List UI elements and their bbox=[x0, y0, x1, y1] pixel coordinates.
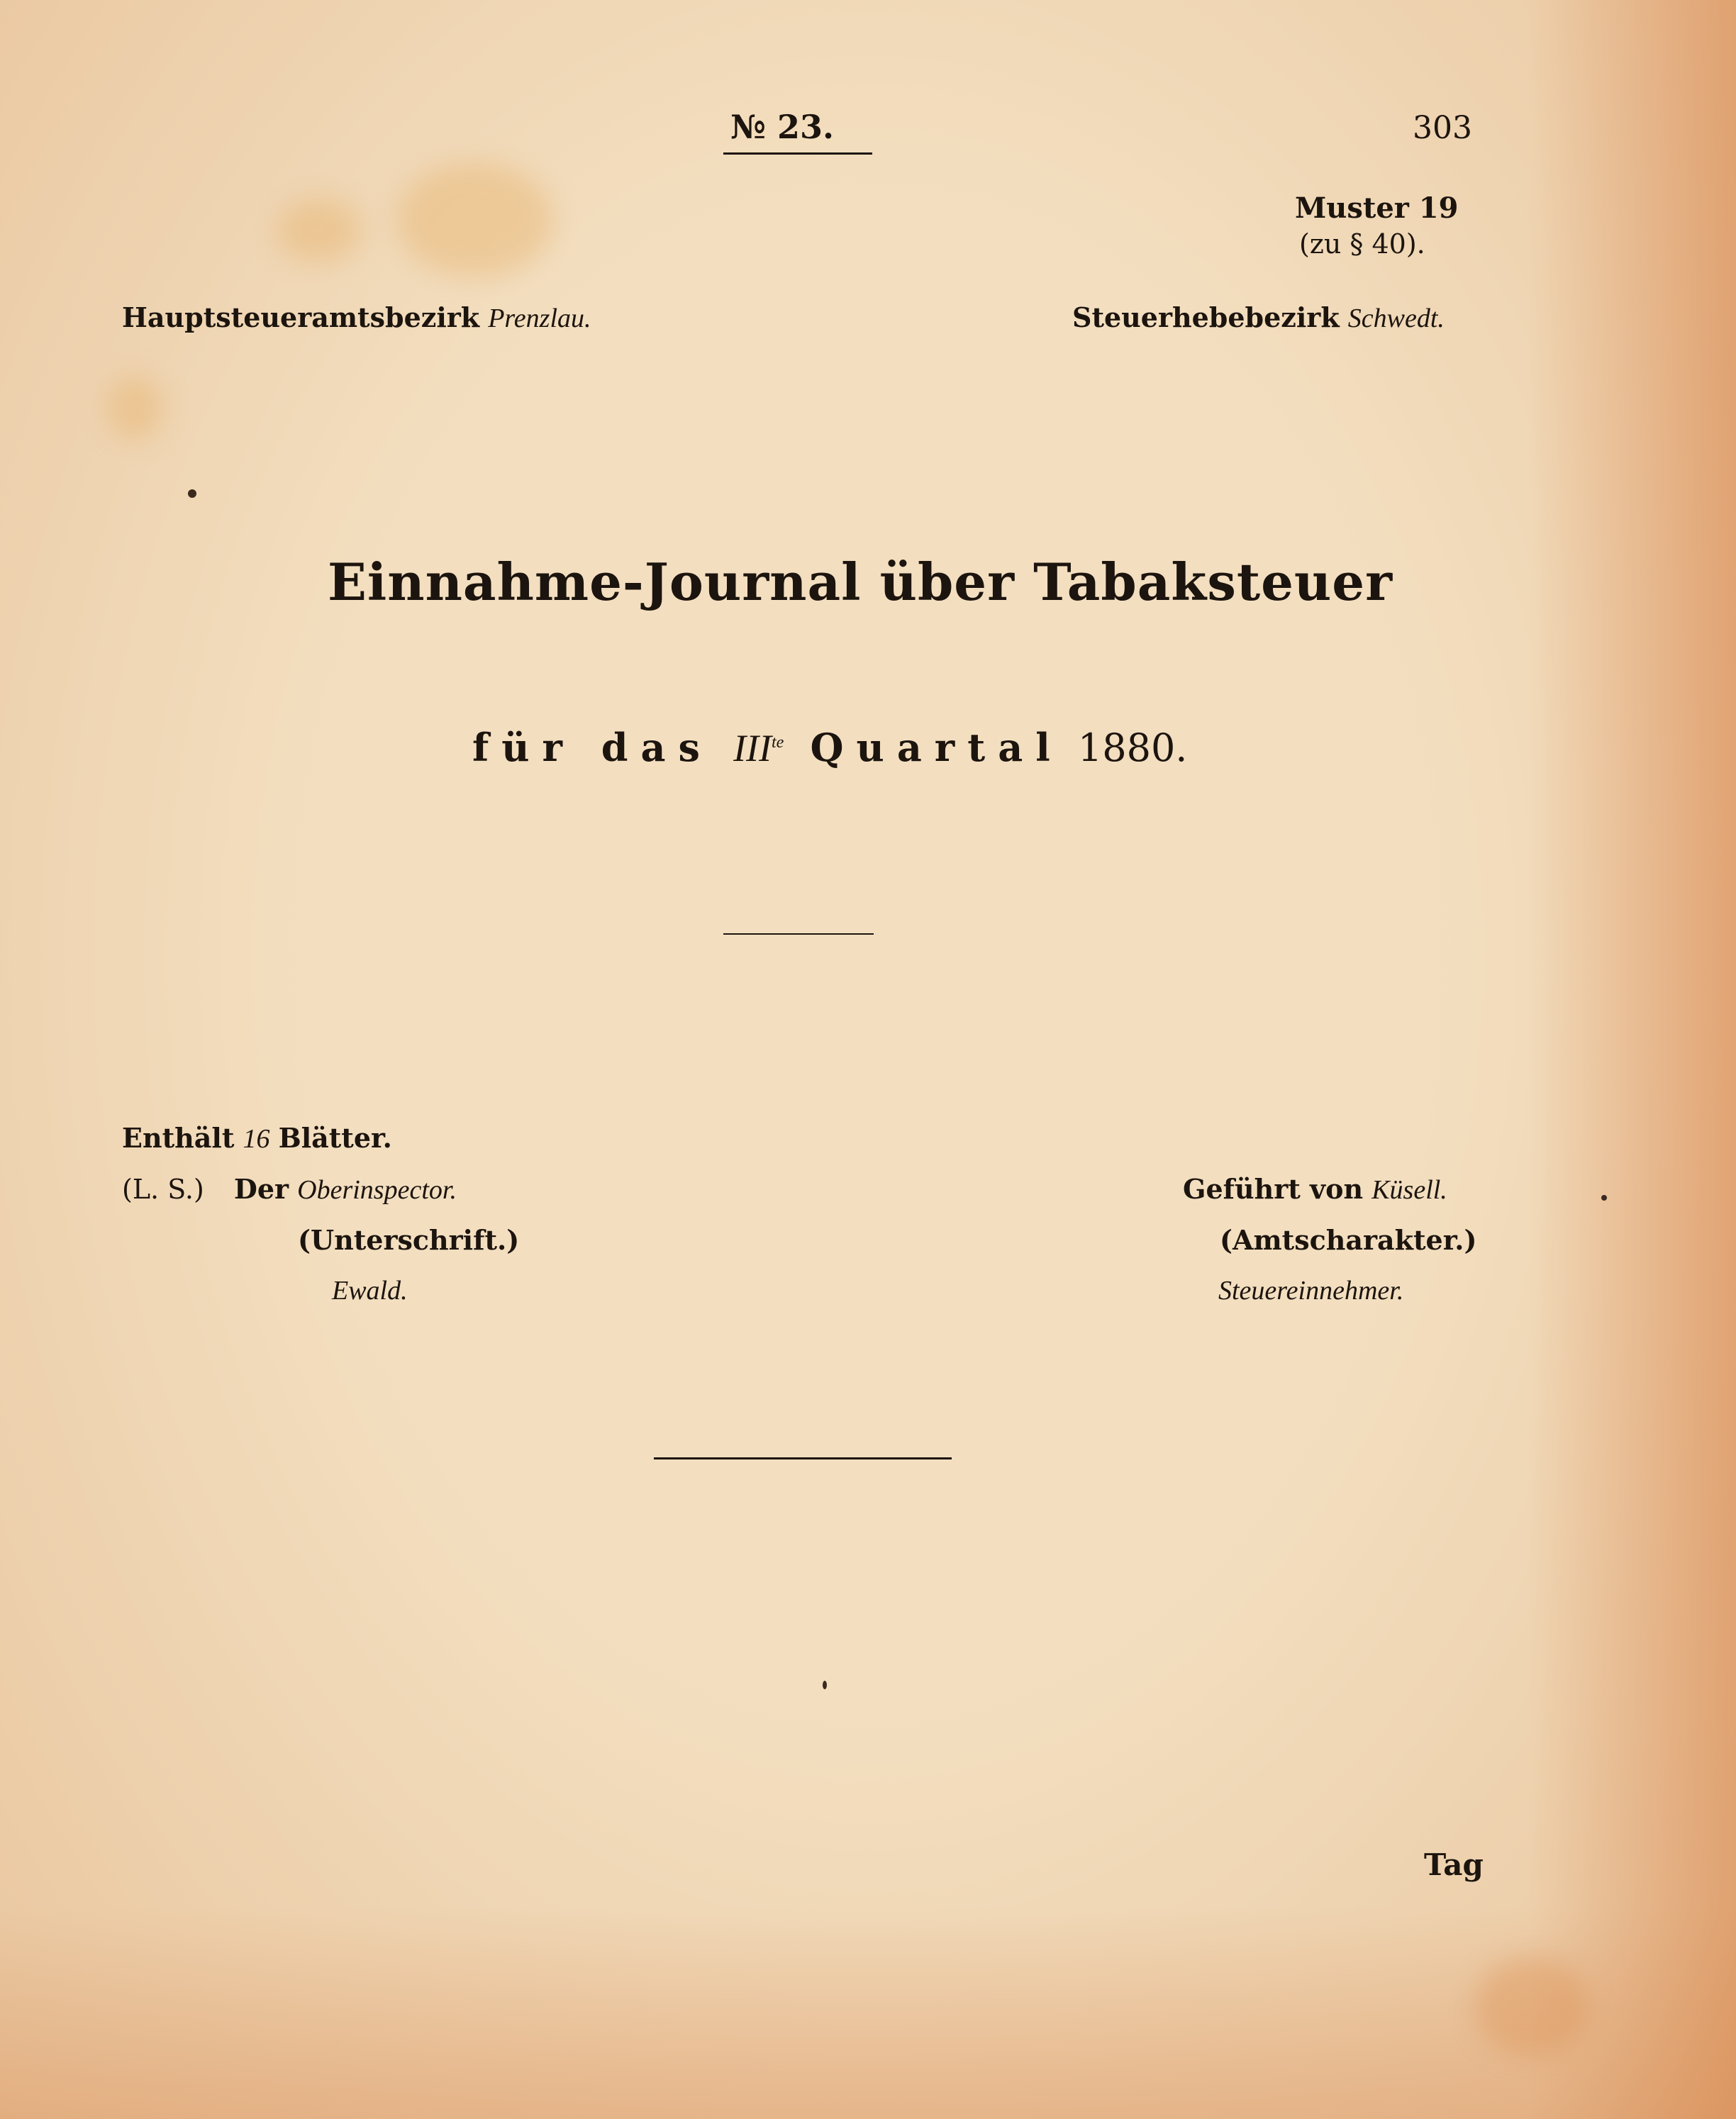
quarter-numeral: III bbox=[733, 727, 772, 769]
paper-stain bbox=[397, 163, 553, 277]
signatory-name: Ewald. bbox=[332, 1276, 408, 1306]
sheet-count-label: Enthält bbox=[122, 1122, 235, 1154]
sub-district-value: Schwedt. bbox=[1347, 304, 1445, 333]
quarter-line bbox=[472, 725, 1187, 770]
sheet-count-unit: Blätter. bbox=[278, 1122, 392, 1154]
muster-label: Muster 19 bbox=[1295, 191, 1459, 225]
paper-stain bbox=[277, 199, 362, 262]
seal-mark: (L. S.) bbox=[122, 1174, 204, 1205]
paper-stain bbox=[106, 376, 163, 440]
muster-reference: (zu § 40). bbox=[1299, 228, 1425, 260]
separator-rule-short bbox=[723, 933, 874, 935]
official-role: Steuereinnehmer. bbox=[1218, 1276, 1404, 1306]
sub-district-label: Steuerhebebezirk bbox=[1072, 301, 1340, 333]
kept-by-value: Küsell. bbox=[1371, 1175, 1447, 1205]
main-district-label: Hauptsteueramtsbezirk bbox=[122, 301, 480, 333]
journal-number-underline bbox=[723, 152, 872, 155]
paper-speck bbox=[823, 1681, 827, 1689]
paper-speck bbox=[1601, 1195, 1607, 1201]
quarter-year: 1880. bbox=[1077, 725, 1188, 770]
official-title-line bbox=[122, 1173, 457, 1206]
page-number: 303 bbox=[1413, 110, 1472, 146]
main-tax-office-district bbox=[122, 301, 591, 334]
quarter-label: Quartal bbox=[810, 725, 1063, 770]
quarter-suffix: te bbox=[772, 733, 784, 752]
official-character-hint: (Amtscharakter.) bbox=[1220, 1224, 1477, 1256]
separator-rule-long bbox=[654, 1457, 952, 1459]
tax-collection-district bbox=[1072, 301, 1445, 334]
quarter-for-label: für das bbox=[472, 725, 713, 770]
sheet-count-value: 16 bbox=[243, 1124, 270, 1154]
paper-speck bbox=[188, 489, 196, 498]
official-title-value: Oberinspector. bbox=[297, 1175, 457, 1205]
journal-number: № 23. bbox=[730, 108, 835, 146]
catchword: Tag bbox=[1424, 1847, 1484, 1882]
document-title: Einnahme-Journal über Tabaksteuer bbox=[328, 552, 1393, 612]
signature-hint: (Unterschrift.) bbox=[298, 1224, 520, 1256]
kept-by-label: Geführt von bbox=[1183, 1173, 1364, 1205]
paper-stain bbox=[1475, 1957, 1588, 2057]
sheet-count-line bbox=[122, 1122, 392, 1155]
official-title-prefix: Der bbox=[233, 1173, 289, 1205]
kept-by-line bbox=[1183, 1173, 1447, 1206]
main-district-value: Prenzlau. bbox=[488, 304, 591, 333]
